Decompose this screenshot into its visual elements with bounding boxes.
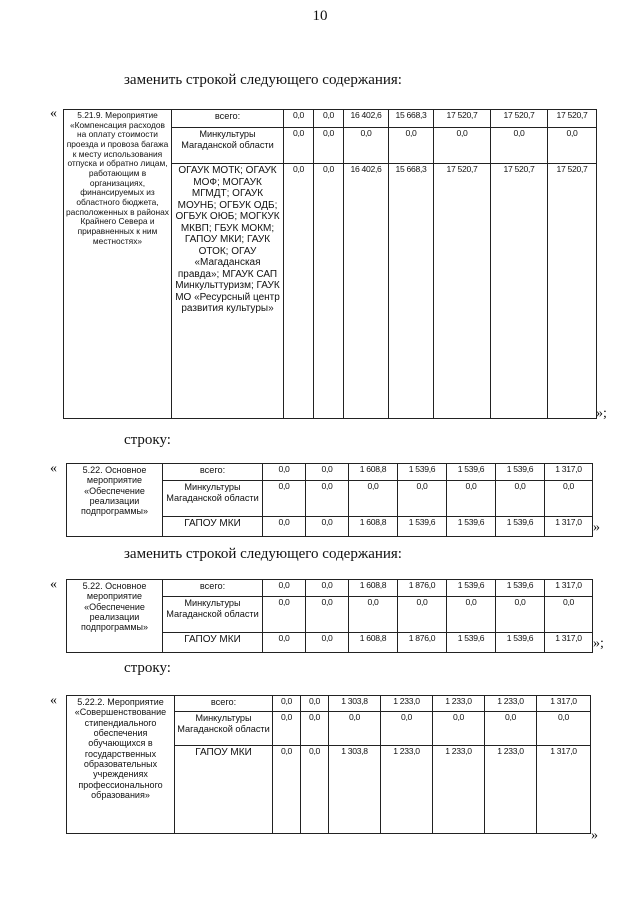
- value-cell: 1 539,6: [496, 517, 545, 537]
- value-cell: 1 233,0: [433, 746, 485, 834]
- value-cell: 0,0: [306, 464, 349, 481]
- value-cell: 0,0: [263, 633, 306, 653]
- value-cell: 0,0: [301, 696, 329, 712]
- funding-source: ОГАУК МОТК; ОГАУК МОФ; МОГАУК МГМДТ; ОГАУК МОУНБ; ОГБУК ОДБ; ОГБУК ОЮБ; МОГКУК МКВП; ГБУК МОКМ; ГАПОУ МКИ; ГАУК ОТОК; ОГАУ «Магаданская правда»; МГАУК САП Минкульттуризм; ГАУК МО «Ресурсный центр развития культуры»: [172, 164, 284, 419]
- value-cell: 1 539,6: [447, 517, 496, 537]
- value-cell: 0,0: [314, 110, 344, 128]
- value-cell: 1 233,0: [485, 696, 537, 712]
- value-cell: 0,0: [284, 110, 314, 128]
- funding-source: ГАПОУ МКИ: [163, 633, 263, 653]
- close-quote-1: »;: [596, 406, 607, 421]
- value-cell: 0,0: [306, 580, 349, 597]
- table-5-22-new: [66, 579, 593, 653]
- value-cell: 1 233,0: [381, 746, 433, 834]
- value-cell: 0,0: [447, 597, 496, 633]
- measure-description: 5.22. Основное мероприятие «Обеспечение реализации подпрограммы»: [67, 580, 163, 653]
- value-cell: 17 520,7: [491, 164, 548, 419]
- value-cell: 17 520,7: [434, 164, 491, 419]
- value-cell: 0,0: [433, 712, 485, 746]
- measure-description: 5.22. Основное мероприятие «Обеспечение реализации подпрограммы»: [67, 464, 163, 537]
- value-cell: 0,0: [263, 481, 306, 517]
- value-cell: 1 539,6: [447, 633, 496, 653]
- value-cell: 0,0: [314, 164, 344, 419]
- funding-source: всего:: [175, 696, 273, 712]
- value-cell: 1 608,8: [349, 517, 398, 537]
- value-cell: 0,0: [263, 580, 306, 597]
- value-cell: 17 520,7: [548, 164, 597, 419]
- value-cell: 0,0: [537, 712, 591, 746]
- value-cell: 15 668,3: [389, 110, 434, 128]
- value-cell: 0,0: [548, 128, 597, 164]
- value-cell: 0,0: [349, 597, 398, 633]
- value-cell: 1 539,6: [496, 580, 545, 597]
- value-cell: 0,0: [329, 712, 381, 746]
- value-cell: 0,0: [545, 481, 593, 517]
- open-quote-3: «: [50, 577, 57, 592]
- value-cell: 0,0: [314, 128, 344, 164]
- table-row: [67, 464, 593, 481]
- value-cell: 0,0: [306, 633, 349, 653]
- value-cell: 1 539,6: [398, 464, 447, 481]
- value-cell: 0,0: [263, 597, 306, 633]
- table-row: [64, 110, 597, 128]
- row-heading-1: строку:: [124, 432, 171, 448]
- value-cell: 0,0: [263, 517, 306, 537]
- value-cell: 0,0: [263, 464, 306, 481]
- funding-source: Минкультуры Магаданской области: [163, 597, 263, 633]
- funding-source: ГАПОУ МКИ: [163, 517, 263, 537]
- table-5-22-2: [66, 695, 591, 834]
- close-quote-3: »;: [593, 636, 604, 651]
- value-cell: 1 317,0: [545, 580, 593, 597]
- replace-heading-2: заменить строкой следующего содержания:: [124, 546, 402, 562]
- value-cell: 1 539,6: [496, 464, 545, 481]
- value-cell: 0,0: [306, 481, 349, 517]
- value-cell: 0,0: [306, 517, 349, 537]
- value-cell: 0,0: [485, 712, 537, 746]
- value-cell: 0,0: [434, 128, 491, 164]
- value-cell: 15 668,3: [389, 164, 434, 419]
- value-cell: 1 539,6: [398, 517, 447, 537]
- value-cell: 0,0: [273, 712, 301, 746]
- value-cell: 1 303,8: [329, 746, 381, 834]
- table-5-22-old: [66, 463, 593, 537]
- row-heading-2: строку:: [124, 660, 171, 676]
- value-cell: 0,0: [545, 597, 593, 633]
- value-cell: 0,0: [284, 128, 314, 164]
- replace-heading-1: заменить строкой следующего содержания:: [124, 72, 402, 88]
- value-cell: 0,0: [273, 696, 301, 712]
- value-cell: 0,0: [273, 746, 301, 834]
- funding-source: Минкультуры Магаданской области: [172, 128, 284, 164]
- value-cell: 0,0: [496, 481, 545, 517]
- value-cell: 1 317,0: [545, 633, 593, 653]
- value-cell: 1 303,8: [329, 696, 381, 712]
- value-cell: 0,0: [344, 128, 389, 164]
- close-quote-2: »: [593, 520, 600, 535]
- funding-source: всего:: [172, 110, 284, 128]
- value-cell: 1 876,0: [398, 580, 447, 597]
- value-cell: 0,0: [284, 164, 314, 419]
- table-5-21-9: [63, 109, 597, 419]
- value-cell: 1 233,0: [485, 746, 537, 834]
- value-cell: 17 520,7: [434, 110, 491, 128]
- value-cell: 1 608,8: [349, 580, 398, 597]
- value-cell: 1 539,6: [447, 580, 496, 597]
- value-cell: 1 608,8: [349, 633, 398, 653]
- value-cell: 16 402,6: [344, 110, 389, 128]
- value-cell: 0,0: [301, 746, 329, 834]
- funding-source: ГАПОУ МКИ: [175, 746, 273, 834]
- value-cell: 1 539,6: [447, 464, 496, 481]
- table-row: [67, 696, 591, 712]
- open-quote-2: «: [50, 461, 57, 476]
- open-quote-1: «: [50, 106, 57, 121]
- value-cell: 0,0: [389, 128, 434, 164]
- close-quote-4: »: [591, 828, 598, 843]
- value-cell: 0,0: [491, 128, 548, 164]
- value-cell: 1 317,0: [537, 746, 591, 834]
- value-cell: 0,0: [398, 597, 447, 633]
- value-cell: 1 876,0: [398, 633, 447, 653]
- value-cell: 1 233,0: [433, 696, 485, 712]
- value-cell: 1 233,0: [381, 696, 433, 712]
- funding-source: Минкультуры Магаданской области: [163, 481, 263, 517]
- value-cell: 0,0: [496, 597, 545, 633]
- page-number: 10: [312, 8, 328, 24]
- funding-source: Минкультуры Магаданской области: [175, 712, 273, 746]
- measure-description: 5.22.2. Мероприятие «Совершенствование стипендиального обеспечения обучающихся в государственных образовательных учреждениях профессионального образования»: [67, 696, 175, 834]
- value-cell: 0,0: [301, 712, 329, 746]
- value-cell: 0,0: [349, 481, 398, 517]
- value-cell: 0,0: [447, 481, 496, 517]
- table-row: [67, 580, 593, 597]
- funding-source: всего:: [163, 580, 263, 597]
- value-cell: 1 317,0: [545, 517, 593, 537]
- open-quote-4: «: [50, 693, 57, 708]
- value-cell: 17 520,7: [548, 110, 597, 128]
- value-cell: 0,0: [381, 712, 433, 746]
- value-cell: 1 317,0: [545, 464, 593, 481]
- value-cell: 16 402,6: [344, 164, 389, 419]
- funding-source: всего:: [163, 464, 263, 481]
- value-cell: 0,0: [398, 481, 447, 517]
- value-cell: 17 520,7: [491, 110, 548, 128]
- value-cell: 1 317,0: [537, 696, 591, 712]
- value-cell: 1 539,6: [496, 633, 545, 653]
- value-cell: 0,0: [306, 597, 349, 633]
- value-cell: 1 608,8: [349, 464, 398, 481]
- measure-description: 5.21.9. Мероприятие «Компенсация расходов на оплату стоимости проезда и провоза багажа к месту использования отпуска и обратно лицам, работающим в организациях, финансируемых из областного бюджета, расположенных в районах Крайнего Севера и приравненных к ним местностях»: [64, 110, 172, 419]
